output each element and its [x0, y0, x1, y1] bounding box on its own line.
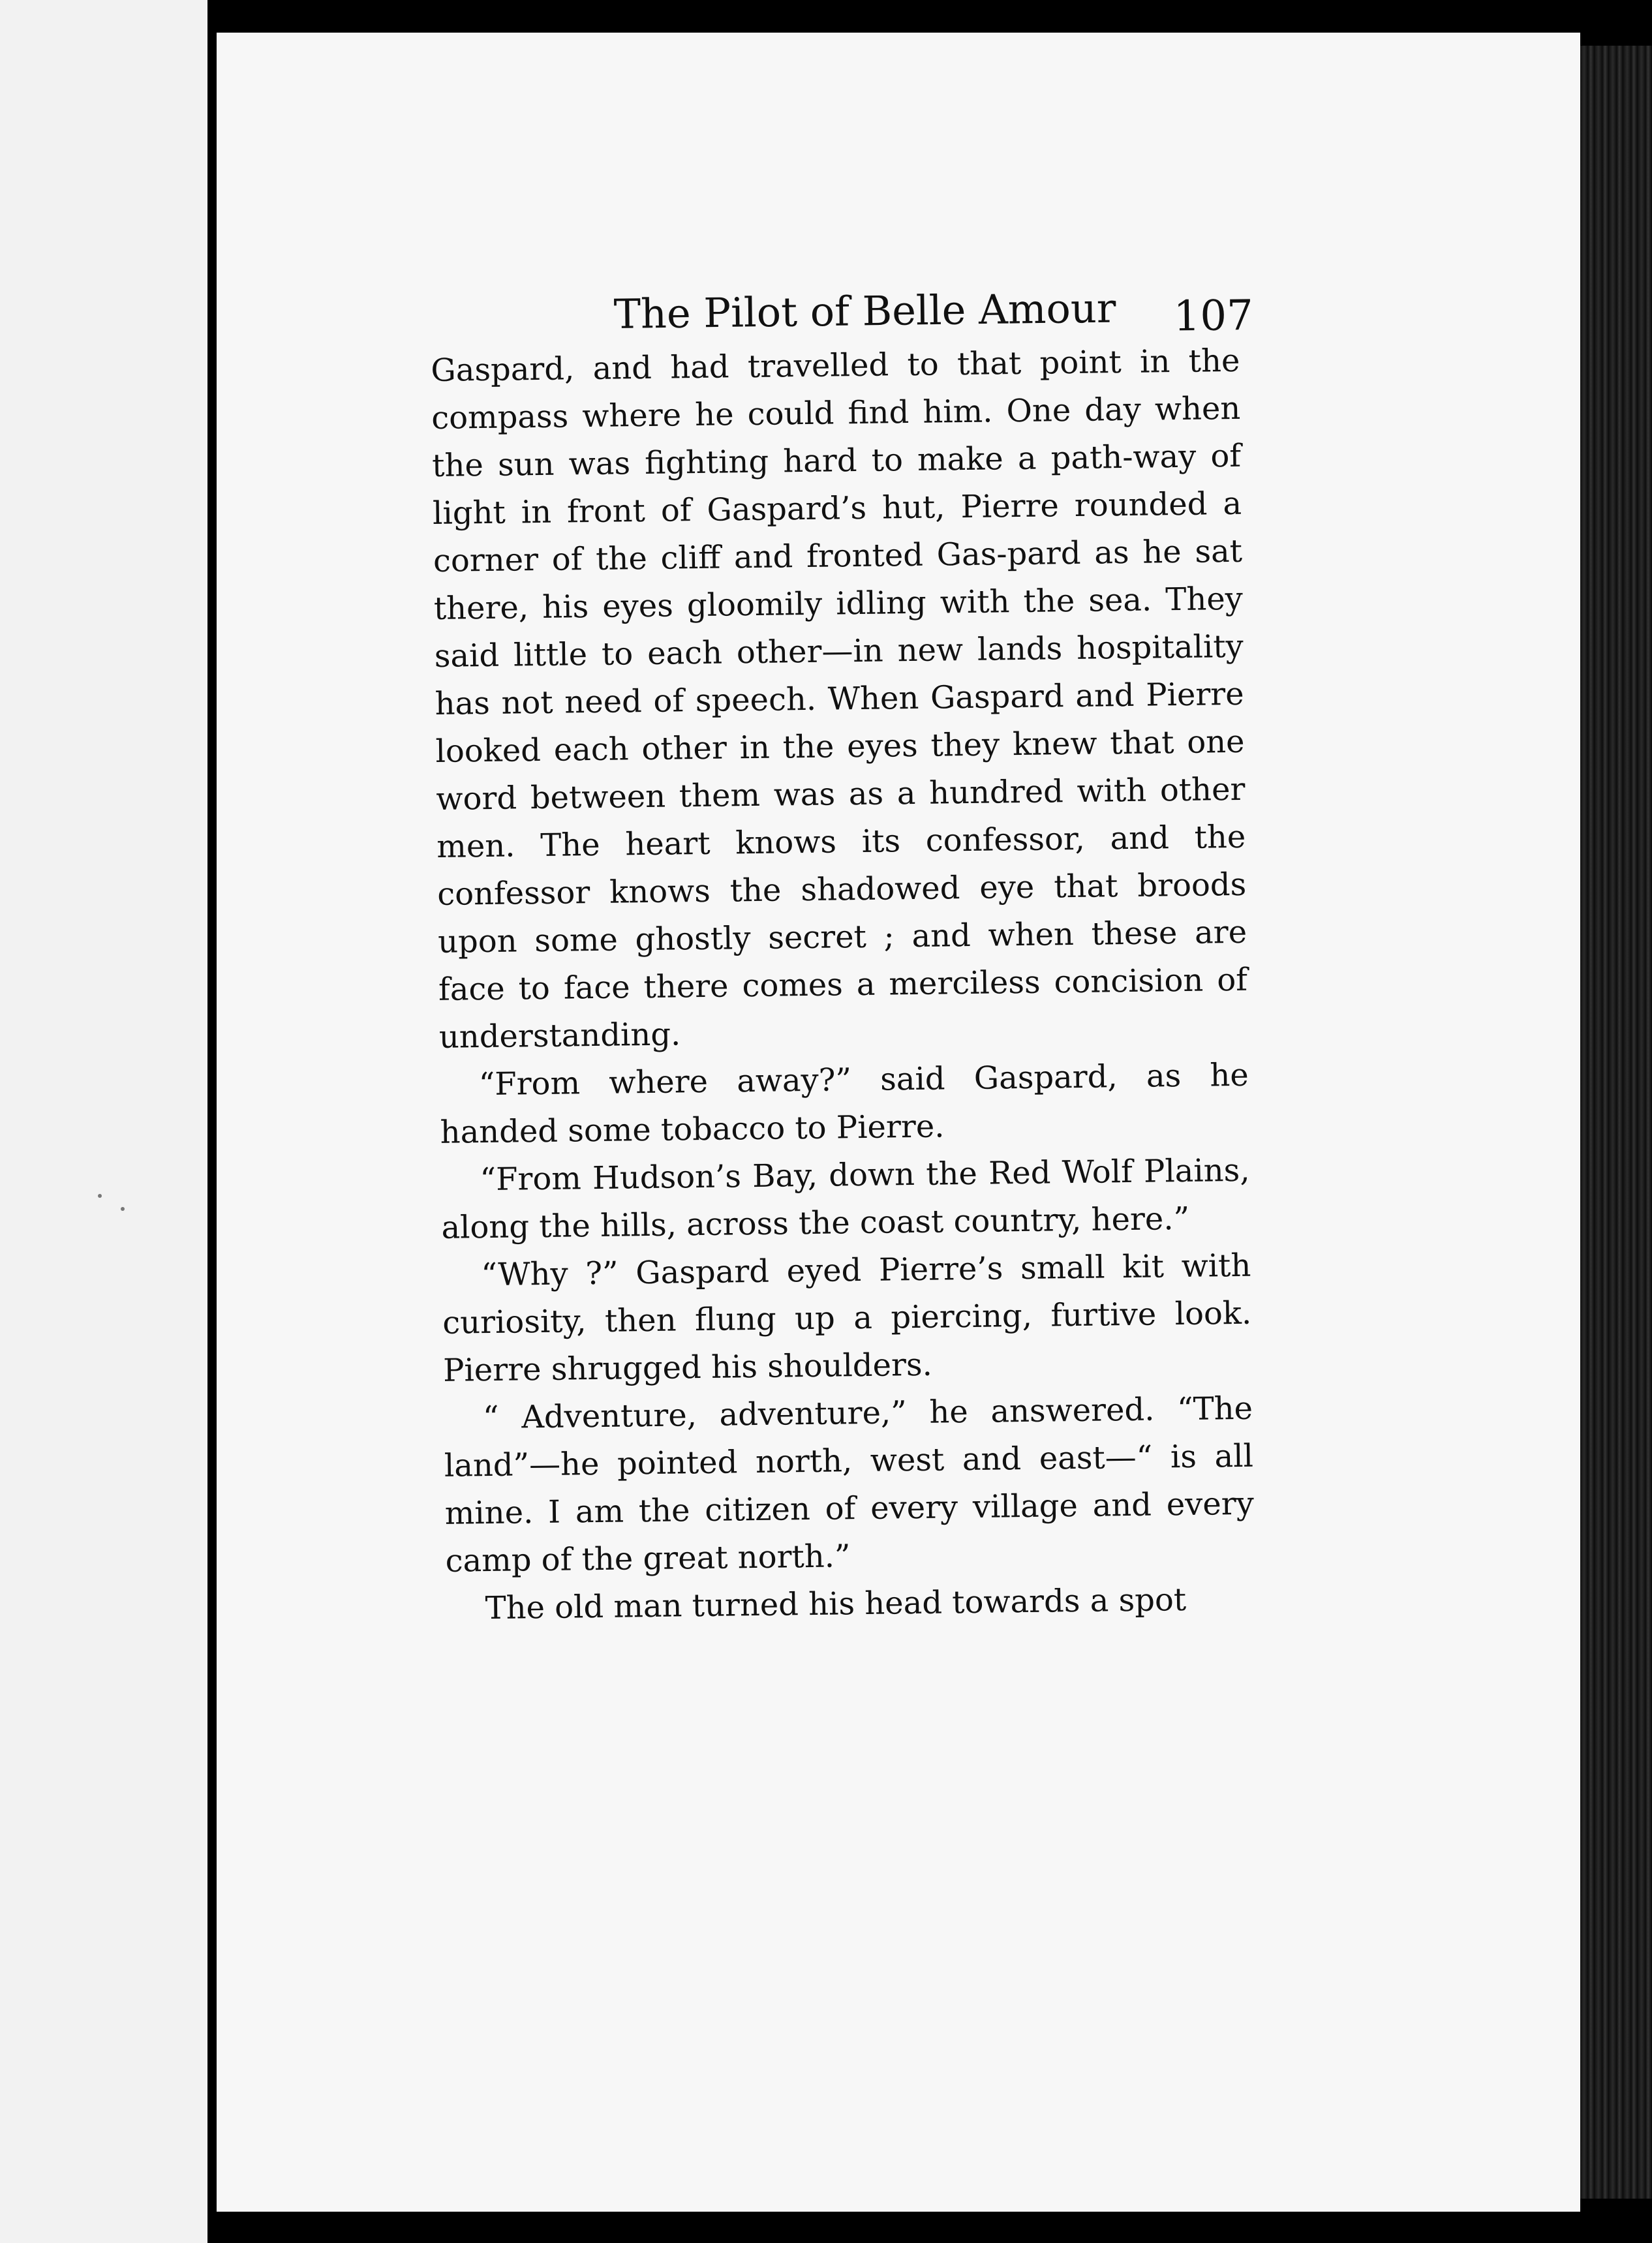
page-edge [1580, 46, 1652, 2199]
page-number: 107 [1173, 292, 1254, 341]
running-head [613, 269, 1253, 349]
paragraph: Gaspard, and had travelled to that point in the compass where he could find him. One day when the sun was fighting hard to make a path-way of light in front of Gaspard’s hut, Pierre rounded a corner of the cliff and fronted Gas-pard as he sat there, his eyes gloomily idling with the sea. They said little to each other—in new lands hospitality has not need of speech. When Gaspard and Pierre looked each other in the eyes they knew that one word between them was as a hundred with other men. The heart knows its confessor, and the confessor knows the shadowed eye that broods upon some ghostly secret ; and when these are face to face there comes a merciless concision of understanding. [431, 342, 1248, 1056]
left-page [0, 0, 207, 2243]
paragraph: “Why ?” Gaspard eyed Pierre’s small kit with curiosity, then flung up a piercing, furtive look. Pierre shrugged his shoulders. [442, 1247, 1252, 1389]
paragraph: “From Hudson’s Bay, down the Red Wolf Plains, along the hills, across the coast country, here.” [441, 1152, 1250, 1246]
ink-speck [98, 1194, 102, 1198]
paragraph: “ Adventure, adventure,” he answered. “The land”—he pointed north, west and east—“ is all mine. I am the citizen of every village and every camp of the great north.” [444, 1390, 1255, 1579]
paragraph: The old man turned his head towards a spot [485, 1581, 1187, 1627]
ink-speck [121, 1207, 125, 1211]
body-text [431, 337, 1255, 1633]
running-title: The Pilot of Belle Amour [613, 284, 1116, 338]
paragraph: “From where away?” said Gaspard, as he handed some tobacco to Pierre. [440, 1056, 1249, 1151]
binding-gutter [207, 26, 217, 2243]
